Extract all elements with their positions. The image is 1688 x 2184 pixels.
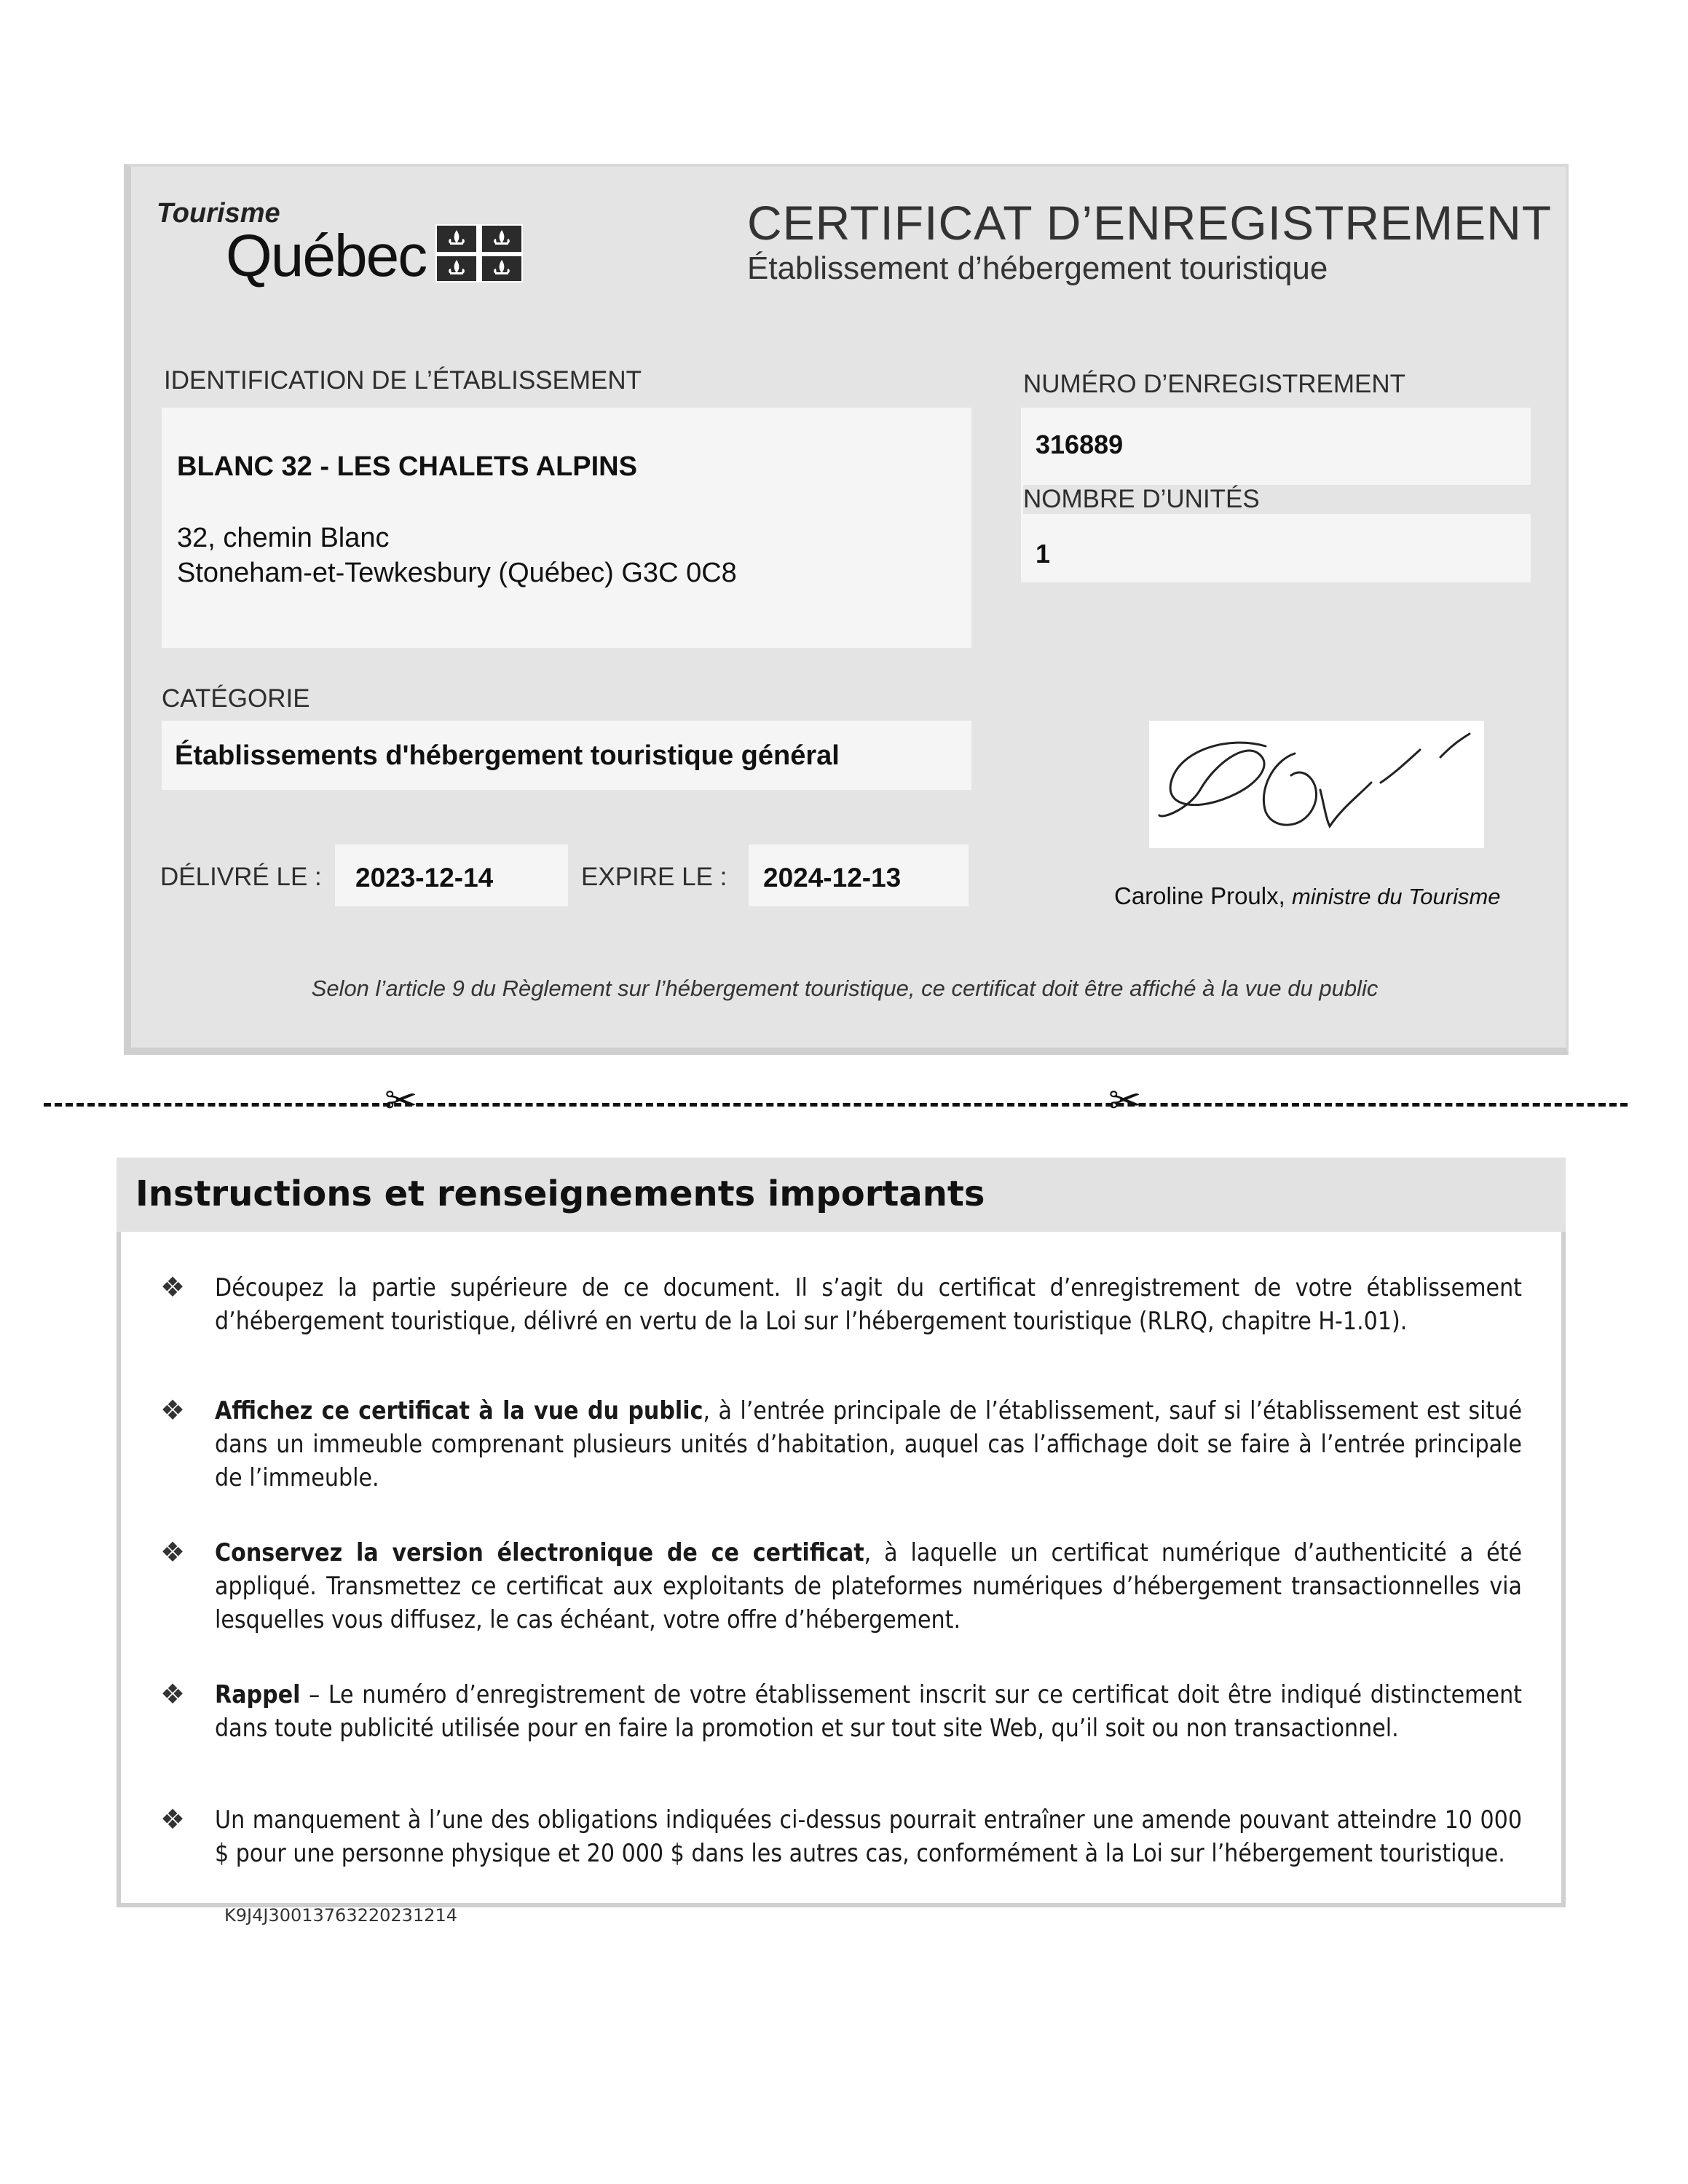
issued-label: DÉLIVRÉ LE :: [160, 863, 322, 891]
cut-line: [44, 1103, 1628, 1107]
minister-signature-caption: [1114, 882, 1501, 910]
certificate-subtitle: Établissement d’hébergement touristique: [747, 250, 1328, 286]
registration-number-label: NUMÉRO D’ENREGISTREMENT: [1023, 370, 1406, 398]
units-value: 1: [1036, 539, 1051, 569]
address-line-2: Stoneham-et-Tewkesbury (Québec) G3C 0C8: [177, 558, 737, 588]
instruction-item: [160, 1678, 1522, 1745]
scissors-icon: ✂: [1108, 1079, 1142, 1123]
certificate-title: CERTIFICAT D’ENREGISTREMENT: [747, 196, 1553, 250]
units-label: NOMBRE D’UNITÉS: [1023, 485, 1531, 514]
instruction-text: Un manquement à l’une des obligations indiquées ci-dessus pourrait entraîner une amende pouvant atteindre 10 000 $ pour une personne physique et 20 000 $ dans les autres cas, conformément à la Loi sur l’hébergement touristique.: [215, 1805, 1522, 1867]
diamond-bullet-icon: ❖: [160, 1396, 186, 1426]
category-value: Établissements d'hébergement touristique général: [175, 740, 840, 771]
minister-title: ministre du Tourisme: [1291, 884, 1501, 909]
signature-image: [1149, 721, 1484, 848]
instruction-bold: Affichez ce certificat à la vue du public: [215, 1396, 703, 1425]
instruction-item: [160, 1536, 1522, 1637]
document-code: K9J4J30013763220231214: [224, 1905, 458, 1926]
quebec-fleurdelise-flag-icon: [435, 224, 523, 282]
instruction-text: Découpez la partie supérieure de ce document. Il s’agit du certificat d’enregistrement de votre établissement d’hébergement touristique, délivré en vertu de la Loi sur l’hébergement touristique (RLRQ, chapitre H-1.01).: [215, 1273, 1522, 1335]
address-line-1: 32, chemin Blanc: [177, 523, 390, 553]
certificate-display-note: Selon l’article 9 du Règlement sur l’hébergement touristique, ce certificat doit être affiché à la vue du public: [311, 976, 1379, 1001]
logo-quebec-text: Québec: [226, 223, 427, 289]
diamond-bullet-icon: ❖: [160, 1273, 186, 1303]
instruction-item: [160, 1271, 1522, 1338]
instruction-bold: Rappel: [215, 1680, 301, 1709]
diamond-bullet-icon: ❖: [160, 1679, 186, 1710]
category-label: CATÉGORIE: [162, 684, 310, 713]
establishment-name: BLANC 32 - LES CHALETS ALPINS: [177, 451, 637, 482]
instructions-panel: [117, 1158, 1566, 1907]
logo-tourisme-text: Tourisme: [157, 198, 280, 229]
diamond-bullet-icon: ❖: [160, 1538, 186, 1568]
instruction-text: , à l’entrée principale de l’établissement, sauf si l’établissement est situé dans un immeuble comprenant plusieurs unités d’habitation, auquel cas l’affichage doit se faire à l’entrée principale de l’immeuble.: [215, 1396, 1522, 1492]
instruction-bold: Conservez la version électronique de ce certificat: [215, 1538, 864, 1567]
instructions-title: Instructions et renseignements importants: [135, 1174, 985, 1214]
diamond-bullet-icon: ❖: [160, 1805, 186, 1835]
instruction-item: [160, 1803, 1522, 1870]
instruction-item: [160, 1394, 1522, 1495]
instruction-text: – Le numéro d’enregistrement de votre établissement inscrit sur ce certificat doit être indiqué distinctement dans toute publicité utilisée pour en faire la promotion et sur tout site Web, qu’il soit ou non transactionnel.: [215, 1680, 1522, 1742]
issued-date: 2023-12-14: [355, 863, 494, 893]
identification-label: IDENTIFICATION DE L’ÉTABLISSEMENT: [164, 366, 642, 395]
instruction-text: , à laquelle un certificat numérique d’authenticité a été appliqué. Transmettez ce certificat aux exploitants de plateformes numériques d’hébergement transactionnelles via lesquelles vous diffusez, le cas échéant, votre offre d’hébergement.: [215, 1538, 1522, 1634]
expires-date: 2024-12-13: [763, 863, 902, 893]
minister-name: Caroline Proulx,: [1114, 882, 1285, 909]
scissors-icon: ✂: [384, 1079, 418, 1123]
expires-label: EXPIRE LE :: [581, 863, 727, 891]
registration-number: 316889: [1036, 430, 1124, 459]
